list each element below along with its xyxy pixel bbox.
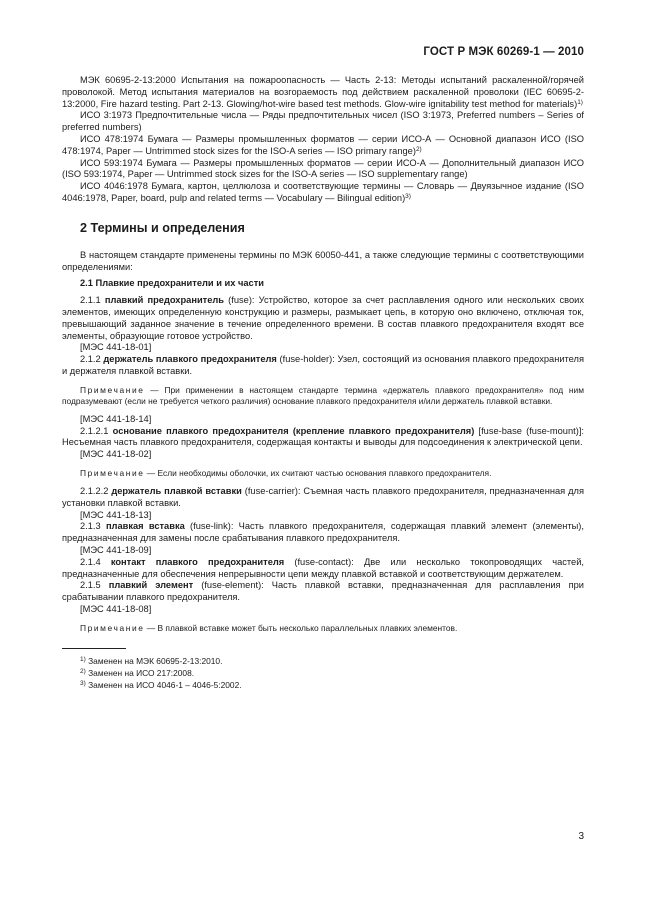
- normative-references: [62, 75, 584, 205]
- reference-entry: ИСО 3:1973 Предпочтительные числа — Ряды предпочтительных чисел (ISO 3:1973, Preferred numbers – Series of preferred numbers): [62, 110, 584, 133]
- definition-paragraph: 2.1.3 плавкая вставка (fuse-link): Часть плавкого предохранителя, содержащая плавкий элемент (элементы), предназначенная для замены после срабатывания плавкого предохранителя.: [62, 521, 584, 544]
- definition-paragraph: 2.1.2.1 основание плавкого предохранителя (крепление плавкого предохранителя) [fuse-base (fuse-mount)]: Несъемная часть плавкого предохранителя, содержащая контакты и выводы для подсоединения к электрической цепи.: [62, 425, 584, 448]
- footnote-text: Заменен на ИСО 4046-1 – 4046-5:2002.: [85, 680, 242, 691]
- reference-entry: ИСО 478:1974 Бумага — Размеры промышленных форматов — серии ИСО-А — Основной диапазон ИСО (ISO 478:1974, Paper — Untrimmed stock sizes for the ISO-A series — ISO primary range)$^{2)}$: [62, 133, 584, 156]
- definition-paragraph: 2.1.2 держатель плавкого предохранителя (fuse-holder): Узел, состоящий из основания плавкого предохранителя и держателя плавкой вставки.: [62, 354, 584, 376]
- definition-source: [МЭС 441-18-01]: [80, 342, 152, 353]
- reference-entry: МЭК 60695-2-13:2000 Испытания на пожароопасность — Часть 2-13: Методы испытаний раскаленной/горячей проволокой. Метод испытания материалов на возгораемость под действием раскаленной проволоки (IEC 60695-2-13:2000, Fire hazard testing. Part 2-13. Glowing/hot-wire based test methods. Glow-wire ignitability test method for materials)$^{1)}$: [62, 75, 584, 109]
- reference-entry: ИСО 4046:1978 Бумага, картон, целлюлоза и соответствующие термины — Словарь — Двуязычное издание (ISO 4046:1978, Paper, board, pulp and related terms — Vocabulary — Bilingual edition)$^{3)}$: [62, 181, 584, 203]
- section-heading: 2 Термины и определения: [80, 220, 245, 235]
- definition-source: [МЭС 441-18-14]: [80, 413, 152, 424]
- section-intro: В настоящем стандарте применены термины по МЭК 60050-441, а также следующие термины с соответствующими определениями:: [62, 249, 584, 272]
- footnote: [62, 655, 584, 667]
- definition-source: [МЭС 441-18-02]: [80, 449, 152, 460]
- page-number: 3: [578, 831, 584, 842]
- footnote: [62, 679, 584, 691]
- footnote-mark: 2): [80, 667, 86, 675]
- definition-paragraph: 2.1.2.2 держатель плавкой вставки (fuse-carrier): Съемная часть плавкого предохранителя, предназначенная для установки плавкой вставки.: [62, 485, 584, 508]
- footnote: [62, 667, 584, 679]
- footnote-text: Заменен на ИСО 217:2008.: [85, 667, 195, 678]
- footnote-mark: 3): [80, 680, 86, 688]
- definition-paragraph: 2.1.1 плавкий предохранитель (fuse): Устройство, которое за счет расплавления одного или нескольких своих элементов, имеющих определенную конструкцию и размеры, размыкает цепь, в которую оно включено, отключая ток, превышающий заданное значение в течение определенного времени. В состав плавкого предохранителя входят все элементы, образующие готовое устройство.: [62, 295, 584, 341]
- definitions: [62, 295, 584, 634]
- page-header: ГОСТ Р МЭК 60269-1 — 2010: [423, 46, 584, 58]
- footnote-mark: 1): [80, 655, 86, 663]
- footnote-text: Заменен на МЭК 60695-2-13:2010.: [85, 655, 223, 666]
- definition-note: Примечание — В плавкой вставке может быть несколько параллельных плавких элементов.: [80, 622, 458, 633]
- definition-note: Примечание — Если необходимы оболочки, их считают частью основания плавкого предохранителя.: [80, 467, 492, 478]
- definition-source: [МЭС 441-18-08]: [80, 603, 152, 614]
- definition-note: Примечание — При применении в настоящем стандарте термина «держатель плавкого предохранителя» под ним подразумевают (если не требуется четкого различия) основание плавкого предохранителя и/или держатель плавкой вставки.: [62, 384, 584, 406]
- definition-paragraph: 2.1.5 плавкий элемент (fuse-element): Часть плавкой вставки, предназначенная для расплавления при срабатывании плавкого предохранителя.: [62, 580, 584, 603]
- definition-source: [МЭС 441-18-13]: [80, 509, 152, 520]
- reference-entry: ИСО 593:1974 Бумага — Размеры промышленных форматов — серии ИСО-А — Дополнительный диапазон ИСО (ISO 593:1974, Paper — Untrimmed stock sizes for the ISO-A series — ISO supplementary range): [62, 157, 584, 180]
- subsection-heading: 2.1 Плавкие предохранители и их части: [80, 278, 264, 289]
- footnotes: [62, 655, 584, 692]
- footnote-rule: [62, 648, 126, 649]
- definition-paragraph: 2.1.4 контакт плавкого предохранителя (fuse-contact): Две или несколько токопроводящих частей, предназначенные для обеспечения непрерывности цепи между плавкой вставкой и соответствующим держателем.: [62, 556, 584, 579]
- definition-source: [МЭС 441-18-09]: [80, 544, 152, 555]
